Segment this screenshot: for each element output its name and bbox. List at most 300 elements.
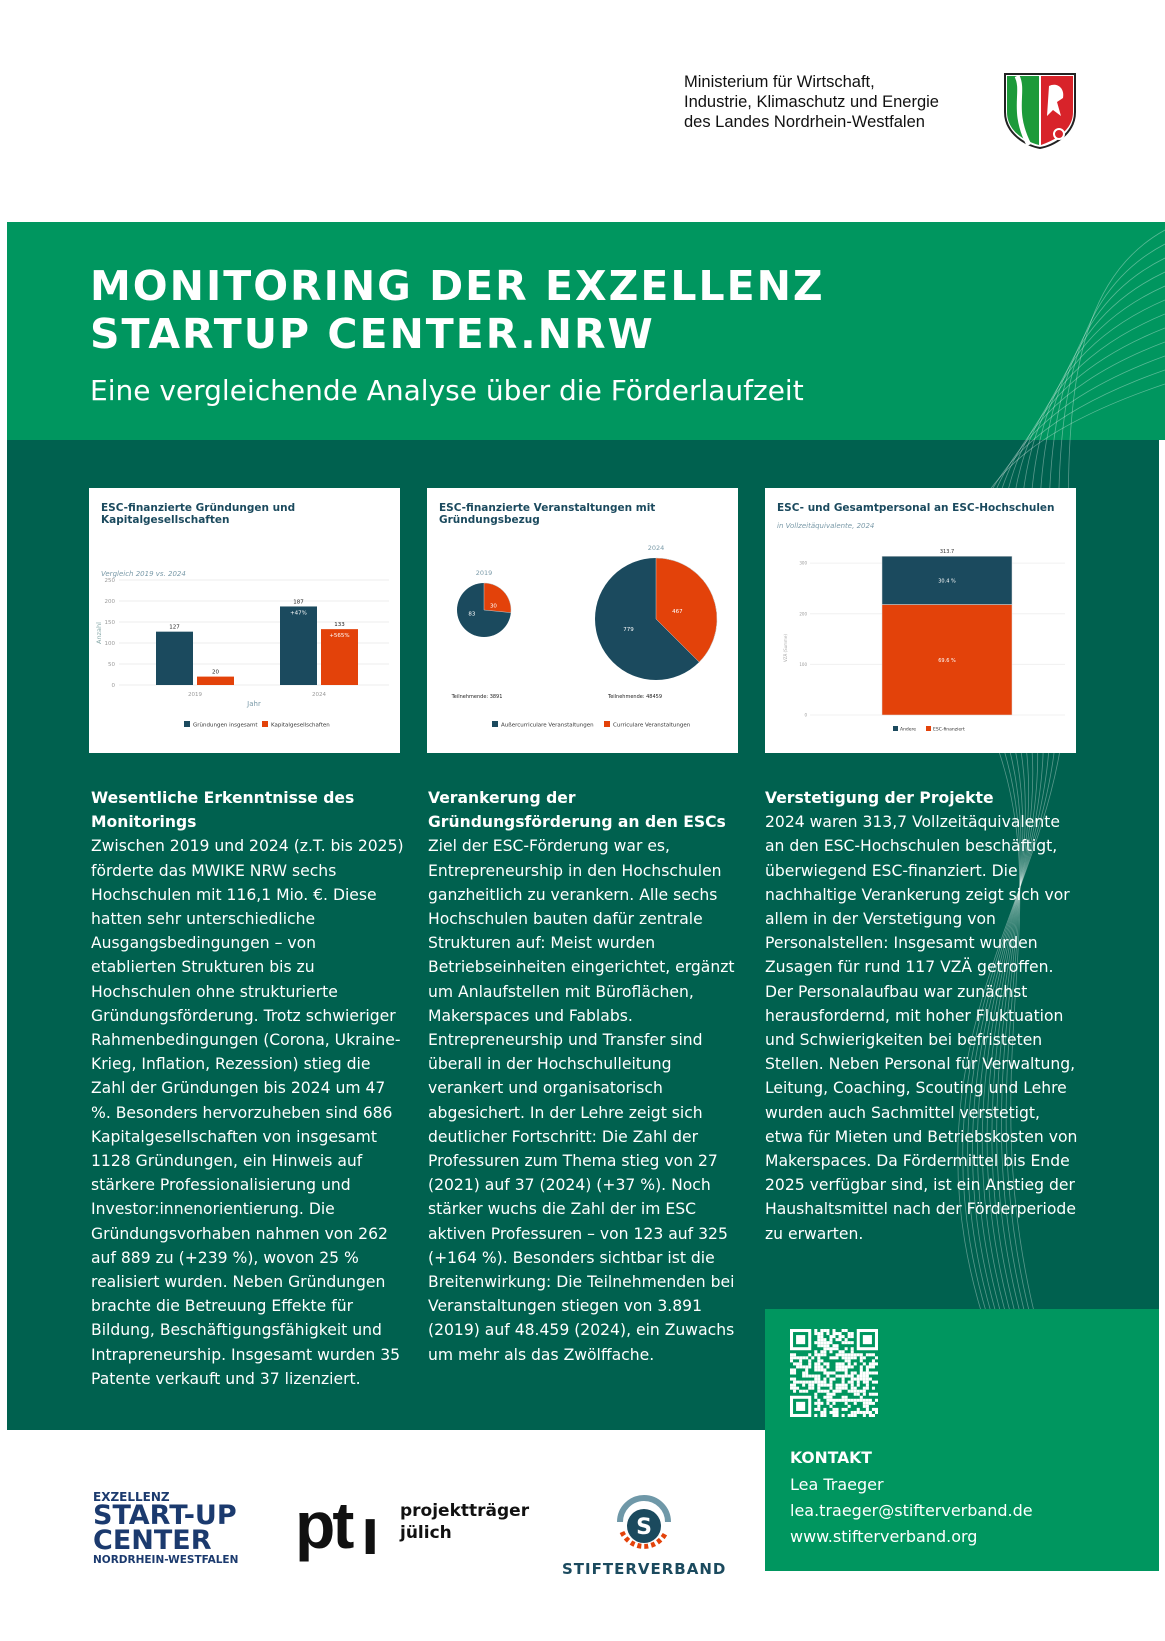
contact-box [765, 1309, 1159, 1571]
qr-module [869, 1414, 872, 1417]
y-tick-label: 0 [111, 683, 115, 689]
qr-module [854, 1353, 857, 1356]
qr-module [823, 1344, 826, 1347]
qr-module [817, 1378, 820, 1381]
qr-module [872, 1353, 875, 1356]
pie-footer: Teilnehmende: 48459 [607, 694, 663, 700]
qr-module [848, 1335, 851, 1338]
qr-module [875, 1356, 878, 1359]
chart-card-veranstaltungen [427, 488, 738, 753]
qr-module [832, 1371, 835, 1374]
qr-module [866, 1402, 869, 1405]
bar [156, 632, 193, 685]
qr-module [802, 1365, 805, 1368]
qr-module [823, 1384, 826, 1387]
nrw-coat-of-arms-icon [1003, 72, 1077, 150]
qr-module [863, 1390, 866, 1393]
qr-module [817, 1384, 820, 1387]
qr-module [848, 1405, 851, 1408]
qr-module [875, 1399, 878, 1402]
qr-module [817, 1365, 820, 1368]
qr-module [823, 1390, 826, 1393]
qr-module [820, 1359, 823, 1362]
qr-module [832, 1329, 835, 1332]
qr-module [854, 1414, 857, 1417]
qr-module [869, 1362, 872, 1365]
qr-module [817, 1362, 820, 1365]
qr-module [802, 1384, 805, 1387]
qr-module [860, 1368, 863, 1371]
qr-module [845, 1387, 848, 1390]
qr-module [832, 1390, 835, 1393]
contact-website-link[interactable]: www.stifterverband.org [790, 1527, 978, 1546]
pie-chart-veranstaltungen [427, 488, 738, 753]
qr-module [817, 1408, 820, 1411]
qr-module [814, 1393, 817, 1396]
qr-module [817, 1356, 820, 1359]
y-tick-label: 50 [108, 662, 115, 668]
qr-module [842, 1353, 845, 1356]
qr-module [842, 1408, 845, 1411]
qr-module [860, 1356, 863, 1359]
qr-module [796, 1362, 799, 1365]
qr-module [848, 1365, 851, 1368]
qr-module [836, 1365, 839, 1368]
qr-module [857, 1411, 860, 1414]
qr-module [808, 1384, 811, 1387]
qr-module [823, 1362, 826, 1365]
qr-module [796, 1381, 799, 1384]
qr-module [814, 1362, 817, 1365]
qr-module [872, 1359, 875, 1362]
qr-module [829, 1347, 832, 1350]
qr-module [802, 1371, 805, 1374]
qr-module [839, 1375, 842, 1378]
qr-module [845, 1384, 848, 1387]
qr-module [863, 1405, 866, 1408]
qr-module [866, 1381, 869, 1384]
bar-change-label: +47% [290, 610, 307, 617]
qr-module [857, 1390, 860, 1393]
qr-module [842, 1381, 845, 1384]
qr-module [839, 1332, 842, 1335]
qr-module [839, 1368, 842, 1371]
y-tick-label: 200 [799, 611, 807, 617]
qr-module [805, 1368, 808, 1371]
qr-module [793, 1390, 796, 1393]
qr-module [817, 1335, 820, 1338]
qr-module [869, 1402, 872, 1405]
qr-module [836, 1332, 839, 1335]
qr-module [823, 1396, 826, 1399]
qr-module [845, 1359, 848, 1362]
column-verankerung [428, 786, 743, 1367]
qr-module [866, 1408, 869, 1411]
qr-module [817, 1359, 820, 1362]
qr-module [790, 1368, 793, 1371]
qr-module [848, 1359, 851, 1362]
y-tick-label: 100 [799, 661, 807, 667]
qr-module [839, 1384, 842, 1387]
qr-module [872, 1362, 875, 1365]
pie-value-label: 83 [468, 611, 476, 618]
qr-module [839, 1338, 842, 1341]
qr-module [790, 1371, 793, 1374]
qr-module [866, 1371, 869, 1374]
qr-module [839, 1335, 842, 1338]
qr-module [829, 1411, 832, 1414]
qr-module [854, 1402, 857, 1405]
legend-swatch [492, 721, 498, 727]
qr-code-icon[interactable] [790, 1329, 878, 1417]
qr-module [823, 1414, 826, 1417]
qr-module [872, 1414, 875, 1417]
qr-module [823, 1353, 826, 1356]
qr-module [820, 1341, 823, 1344]
poster-title: MONITORING DER EXZELLENZ STARTUP CENTER.NRW [90, 262, 825, 358]
qr-module [817, 1341, 820, 1344]
qr-module [854, 1371, 857, 1374]
legend-swatch [926, 726, 931, 731]
qr-module [845, 1347, 848, 1350]
qr-module [845, 1329, 848, 1332]
qr-module [814, 1375, 817, 1378]
qr-finder-center [796, 1335, 805, 1344]
column-verstetigung [765, 786, 1080, 1246]
qr-module [851, 1399, 854, 1402]
qr-module [854, 1390, 857, 1393]
qr-module [866, 1353, 869, 1356]
qr-module [860, 1399, 863, 1402]
column-erkenntnisse [91, 786, 406, 1391]
qr-module [805, 1390, 808, 1393]
qr-module [836, 1411, 839, 1414]
qr-module [826, 1371, 829, 1374]
qr-module [799, 1381, 802, 1384]
qr-module [836, 1399, 839, 1402]
qr-module [814, 1414, 817, 1417]
y-tick-label: 0 [804, 712, 807, 718]
qr-module [845, 1402, 848, 1405]
qr-module [799, 1362, 802, 1365]
qr-module [851, 1378, 854, 1381]
qr-module [851, 1390, 854, 1393]
qr-module [796, 1356, 799, 1359]
legend-label: Außercurriculare Veranstaltungen [501, 722, 594, 729]
qr-module [845, 1356, 848, 1359]
qr-module [802, 1381, 805, 1384]
qr-module [851, 1411, 854, 1414]
qr-module [805, 1356, 808, 1359]
qr-module [836, 1390, 839, 1393]
qr-module [832, 1378, 835, 1381]
qr-module [854, 1362, 857, 1365]
qr-module [872, 1365, 875, 1368]
qr-module [842, 1396, 845, 1399]
qr-module [820, 1332, 823, 1335]
qr-module [814, 1396, 817, 1399]
qr-module [839, 1399, 842, 1402]
legend-label: Gründungen insgesamt [193, 722, 258, 729]
qr-module [811, 1356, 814, 1359]
qr-module [826, 1384, 829, 1387]
qr-module [863, 1399, 866, 1402]
bar-change-label: +565% [329, 633, 350, 640]
qr-module [845, 1368, 848, 1371]
qr-module [829, 1371, 832, 1374]
pie-slice [484, 583, 511, 613]
y-axis-label: VZÄ (Summe) [783, 634, 788, 662]
qr-module [848, 1399, 851, 1402]
qr-module [832, 1393, 835, 1396]
chart-title: ESC-finanzierte Gründungen und Kapitalgesellschaften [101, 502, 296, 526]
poster-subtitle: Eine vergleichende Analyse über die Förderlaufzeit [90, 374, 804, 407]
qr-module [802, 1356, 805, 1359]
qr-module [823, 1378, 826, 1381]
qr-module [854, 1378, 857, 1381]
qr-module [817, 1381, 820, 1384]
qr-module [826, 1344, 829, 1347]
qr-module [808, 1362, 811, 1365]
qr-module [799, 1390, 802, 1393]
qr-module [823, 1350, 826, 1353]
qr-module [845, 1353, 848, 1356]
qr-module [817, 1338, 820, 1341]
qr-module [860, 1390, 863, 1393]
qr-module [802, 1375, 805, 1378]
qr-module [860, 1365, 863, 1368]
qr-module [829, 1396, 832, 1399]
qr-module [829, 1356, 832, 1359]
legend-label: Kapitalgesellschaften [271, 722, 330, 729]
qr-module [839, 1362, 842, 1365]
qr-module [851, 1332, 854, 1335]
qr-module [811, 1387, 814, 1390]
qr-module [817, 1387, 820, 1390]
qr-module [836, 1384, 839, 1387]
qr-module [820, 1411, 823, 1414]
contact-email-link[interactable]: lea.traeger@stifterverband.de [790, 1501, 1033, 1520]
qr-module [848, 1414, 851, 1417]
x-axis-label: Jahr [247, 700, 261, 708]
qr-module [793, 1381, 796, 1384]
qr-module [866, 1375, 869, 1378]
column-heading: Wesentliche Erkenntnisse des Monitorings [91, 789, 355, 832]
qr-module [826, 1375, 829, 1378]
pie-year-label: 2024 [647, 544, 665, 552]
qr-module [860, 1375, 863, 1378]
qr-module [848, 1332, 851, 1335]
legend-swatch [893, 726, 898, 731]
qr-module [848, 1353, 851, 1356]
qr-module [796, 1387, 799, 1390]
qr-module [875, 1411, 878, 1414]
qr-module [854, 1411, 857, 1414]
qr-module [796, 1365, 799, 1368]
qr-module [845, 1365, 848, 1368]
qr-module [832, 1408, 835, 1411]
qr-module [799, 1359, 802, 1362]
chart-card-personal [765, 488, 1076, 753]
qr-module [817, 1375, 820, 1378]
qr-module [832, 1332, 835, 1335]
qr-module [808, 1375, 811, 1378]
qr-module [811, 1381, 814, 1384]
qr-module [860, 1359, 863, 1362]
qr-module [854, 1399, 857, 1402]
qr-module [817, 1405, 820, 1408]
pie-year-label: 2019 [475, 569, 493, 577]
qr-module [845, 1396, 848, 1399]
qr-module [826, 1396, 829, 1399]
qr-module [790, 1387, 793, 1390]
qr-module [872, 1387, 875, 1390]
qr-module [793, 1384, 796, 1387]
qr-module [829, 1338, 832, 1341]
qr-module [832, 1335, 835, 1338]
y-tick-label: 150 [104, 620, 115, 626]
qr-module [842, 1365, 845, 1368]
qr-module [863, 1393, 866, 1396]
qr-module [851, 1381, 854, 1384]
qr-module [863, 1387, 866, 1390]
qr-module [814, 1341, 817, 1344]
qr-module [845, 1408, 848, 1411]
qr-module [848, 1381, 851, 1384]
qr-module [823, 1347, 826, 1350]
qr-module [814, 1378, 817, 1381]
qr-module [875, 1371, 878, 1374]
qr-module [851, 1347, 854, 1350]
qr-module [820, 1384, 823, 1387]
qr-module [829, 1335, 832, 1338]
qr-module [836, 1368, 839, 1371]
qr-module [817, 1399, 820, 1402]
qr-module [836, 1387, 839, 1390]
qr-module [832, 1414, 835, 1417]
qr-module [842, 1368, 845, 1371]
bar-chart-gruendungen [89, 488, 400, 753]
qr-module [826, 1399, 829, 1402]
qr-module [839, 1350, 842, 1353]
qr-module [793, 1362, 796, 1365]
qr-module [820, 1350, 823, 1353]
qr-module [869, 1365, 872, 1368]
bar-segment-label: 30.4 % [938, 578, 956, 585]
qr-module [842, 1387, 845, 1390]
qr-module [799, 1356, 802, 1359]
qr-module [842, 1384, 845, 1387]
qr-module [808, 1359, 811, 1362]
qr-module [842, 1378, 845, 1381]
bar-segment-label: 69.6 % [938, 657, 956, 664]
column-body: Ziel der ESC-Förderung war es, Entrepreneurship in den Hochschulen ganzheitlich zu verankern. Alle sechs Hochschulen bauten dafür zentrale Strukturen auf: Meist wurden Betriebseinheiten eingerichtet, ergänzt um Anlaufstellen mit Büroflächen, Makerspaces und Fablabs. Entrepreneurship und Transfer sind überall in der Hochschulleitung verankert und organisatorisch abgesichert. In der Lehre zeigt sich deutlicher Fortschritt: Die Zahl der Professuren zum Thema stieg von 27 (2021) auf 37 (2024) (+37 %). Noch stärker wuchs die Zahl der im ESC aktiven Professuren – von 123 auf 325 (+164 %). Besonders sichtbar ist die Breitenwirkung: Die Teilnehmenden bei Veranstaltungen stiegen von 3.891 (2019) auf 48.459 (2024), ein Zuwachs um mehr als das Zwölffache. [428, 837, 735, 1364]
qr-module [805, 1365, 808, 1368]
qr-module [820, 1365, 823, 1368]
qr-module [869, 1411, 872, 1414]
qr-module [857, 1384, 860, 1387]
qr-module [848, 1341, 851, 1344]
qr-module [793, 1387, 796, 1390]
qr-module [817, 1332, 820, 1335]
legend-label: Andere [900, 727, 917, 733]
legend-swatch [604, 721, 610, 727]
qr-module [808, 1365, 811, 1368]
bar [197, 677, 234, 685]
qr-module [863, 1356, 866, 1359]
qr-module [826, 1402, 829, 1405]
qr-module [802, 1390, 805, 1393]
qr-module [817, 1353, 820, 1356]
qr-module [851, 1387, 854, 1390]
qr-module [869, 1353, 872, 1356]
qr-module [875, 1362, 878, 1365]
bar-value-label: 20 [212, 669, 219, 676]
qr-module [799, 1365, 802, 1368]
bar [280, 606, 317, 685]
y-tick-label: 100 [104, 641, 115, 647]
column-body: Zwischen 2019 und 2024 (z.T. bis 2025) förderte das MWIKE NRW sechs Hochschulen mit 116,1 Mio. €. Diese hatten sehr unterschiedliche Ausgangsbedingungen – von etablierten Strukturen bis zu Hochschulen ohne strukturierte Gründungsförderung. Trotz schwieriger Rahmenbedingungen (Corona, Ukraine-Krieg, Inflation, Rezession) stieg die Zahl der Gründungen bis 2024 um 47 %. Besonders hervorzuheben sind 686 Kapitalgesellschaften von insgesamt 1128 Gründungen, ein Hinweis auf stärkere Professionalisierung und Investor:innenorientierung. Die Gründungsvorhaben nahmen von 262 auf 889 zu (+239 %), wovon 25 % realisiert wurden. Neben Gründungen brachte die Betreuung Effekte für Bildung, Beschäftigungsfähigkeit und Intrapreneurship. Insgesamt wurden 35 Patente verkauft und 37 lizenziert. [91, 837, 404, 1388]
chart-title: ESC-finanzierte Veranstaltungen mit Gründungsbezug [439, 502, 656, 526]
y-tick-label: 300 [799, 560, 807, 566]
qr-module [826, 1390, 829, 1393]
qr-module [851, 1335, 854, 1338]
qr-module [817, 1368, 820, 1371]
qr-module [839, 1365, 842, 1368]
qr-module [860, 1396, 863, 1399]
qr-module [820, 1402, 823, 1405]
qr-module [857, 1408, 860, 1411]
qr-module [790, 1378, 793, 1381]
qr-module [851, 1356, 854, 1359]
y-axis-label: Anzahl [95, 622, 103, 644]
qr-module [851, 1375, 854, 1378]
qr-module [820, 1338, 823, 1341]
qr-module [805, 1381, 808, 1384]
qr-module [860, 1353, 863, 1356]
legend-swatch [184, 721, 190, 727]
y-tick-label: 250 [104, 578, 115, 584]
qr-module [814, 1332, 817, 1335]
pie-footer: Teilnehmende: 3891 [451, 694, 503, 700]
qr-module [823, 1338, 826, 1341]
chart-subtitle: Vergleich 2019 vs. 2024 [101, 570, 186, 578]
qr-module [826, 1329, 829, 1332]
qr-module [832, 1344, 835, 1347]
qr-module [829, 1378, 832, 1381]
svg-text:S: S [636, 1515, 653, 1540]
qr-module [836, 1408, 839, 1411]
qr-module [854, 1356, 857, 1359]
qr-module [823, 1411, 826, 1414]
x-tick-label: 2024 [312, 692, 326, 698]
qr-module [869, 1393, 872, 1396]
qr-module [845, 1399, 848, 1402]
qr-module [832, 1399, 835, 1402]
column-heading: Verstetigung der Projekte [765, 789, 994, 807]
qr-module [793, 1378, 796, 1381]
qr-module [863, 1378, 866, 1381]
qr-module [854, 1393, 857, 1396]
qr-module [820, 1368, 823, 1371]
qr-module [857, 1378, 860, 1381]
qr-module [820, 1414, 823, 1417]
qr-module [829, 1405, 832, 1408]
qr-module [836, 1375, 839, 1378]
qr-module [814, 1381, 817, 1384]
qr-module [851, 1350, 854, 1353]
qr-module [826, 1341, 829, 1344]
